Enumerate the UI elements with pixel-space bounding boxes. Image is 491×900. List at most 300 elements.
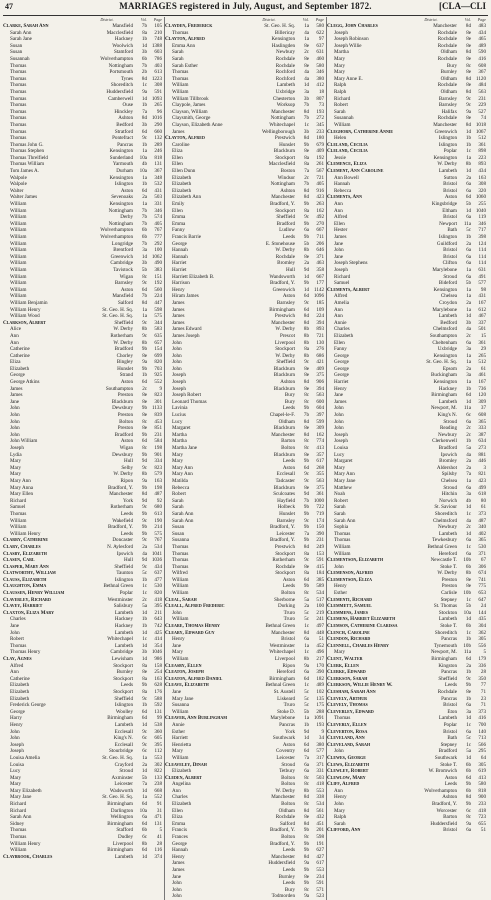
entry-district: Wadsworth xyxy=(109,787,133,794)
entry-district: W. Derby xyxy=(437,161,457,168)
index-entry xyxy=(3,748,164,755)
entry-name: William xyxy=(10,201,27,208)
entry-district: Kensington xyxy=(433,379,457,386)
entry-name: Susan xyxy=(172,524,185,531)
entry-name: John xyxy=(334,412,344,419)
index-entry xyxy=(327,102,488,109)
entry-volume: 6d xyxy=(141,379,147,386)
entry-name: Francis xyxy=(172,827,187,834)
index-entry xyxy=(3,801,164,808)
index-entry xyxy=(3,300,164,307)
entry-volume: 9b xyxy=(303,840,309,847)
entry-name: George xyxy=(334,352,349,359)
entry-name: James xyxy=(10,385,23,392)
entry-district: Bradford xyxy=(114,431,133,438)
title-rest: registered in July, August, and September 1872. xyxy=(179,1,372,11)
entry-district: Leeds xyxy=(282,405,295,412)
entry-name: Mary Elizabeth xyxy=(10,787,42,794)
page-title xyxy=(3,1,488,11)
index-entry xyxy=(327,340,488,347)
entry-district: Wolverhampton xyxy=(100,234,133,240)
entry-district: Chelsea xyxy=(440,293,457,300)
index-entry xyxy=(327,524,488,531)
index-entry xyxy=(165,485,326,492)
entry-name: Jane xyxy=(10,623,20,630)
entry-page: 255 xyxy=(478,201,486,208)
entry-page: 461 xyxy=(478,372,486,379)
index-entry xyxy=(3,722,164,729)
entry-district: Stoke T. xyxy=(440,623,457,630)
entry-page: 721 xyxy=(316,332,324,339)
entry-page: 144 xyxy=(478,609,486,616)
index-entry xyxy=(327,821,488,828)
index-entry xyxy=(3,551,164,558)
entry-volume: 9c xyxy=(304,557,309,564)
entry-district: Bath xyxy=(447,227,457,234)
entry-volume: 1b xyxy=(465,385,471,392)
entry-page: 217 xyxy=(316,656,324,662)
entry-name: Ann xyxy=(334,313,343,320)
entry-volume: 9c xyxy=(142,135,147,142)
entry-district: Manchester xyxy=(433,121,457,128)
entry-name: Claughton, Emma xyxy=(3,583,47,590)
index-entry xyxy=(165,874,326,881)
entry-page: 821 xyxy=(478,471,486,478)
entry-district: Sutton xyxy=(443,174,457,181)
entry-volume: 9c xyxy=(142,517,147,524)
entry-district: Bury xyxy=(284,886,295,893)
entry-name: Joseph xyxy=(172,385,186,392)
entry-name: John xyxy=(10,728,20,735)
index-entry xyxy=(327,168,488,175)
entry-district: Poplar xyxy=(443,148,457,155)
entry-volume: 5b xyxy=(465,280,471,287)
entry-page: 613 xyxy=(154,69,162,76)
entry-district: Islington xyxy=(114,576,133,583)
heading-vol: Vol. xyxy=(464,17,471,22)
index-entry xyxy=(165,583,326,590)
entry-page: 413 xyxy=(316,445,324,451)
index-entry xyxy=(3,76,164,83)
entry-district: W. Derby xyxy=(113,339,133,346)
entry-page: 231 xyxy=(154,431,162,438)
entry-page: 925 xyxy=(154,372,162,379)
entry-page: 577 xyxy=(316,748,324,755)
entry-volume: 6b xyxy=(465,768,471,775)
index-entry xyxy=(327,458,488,465)
entry-page: 357 xyxy=(316,451,324,458)
entry-name: Clasen, Carl xyxy=(3,557,35,564)
entry-page: 112 xyxy=(154,748,162,755)
index-entry xyxy=(165,722,326,729)
entry-volume: 1a xyxy=(142,794,147,801)
entry-volume: 1d xyxy=(465,715,471,722)
entry-district: Kensington xyxy=(109,201,133,208)
entry-volume: 7a xyxy=(466,471,471,478)
entry-page: 700 xyxy=(478,721,486,728)
entry-name: Robert xyxy=(172,491,186,498)
index-entry xyxy=(3,696,164,703)
entry-name: Thomas xyxy=(10,69,27,76)
entry-name: Susan xyxy=(10,42,23,49)
entry-name: William Benjamin xyxy=(10,299,48,306)
entry-volume: 9a xyxy=(142,477,147,484)
entry-page: 635 xyxy=(154,332,162,339)
entry-page: 605 xyxy=(154,735,162,742)
entry-page: 1041 xyxy=(151,550,162,557)
entry-volume: 9c xyxy=(466,95,471,102)
index-entry xyxy=(3,188,164,195)
index-entry xyxy=(327,260,488,267)
entry-volume: 1a xyxy=(142,313,147,320)
index-entry xyxy=(165,36,326,43)
entry-volume: 2a xyxy=(466,174,471,181)
entry-page: 397 xyxy=(316,412,324,419)
index-entry xyxy=(3,445,164,452)
entry-district: Mansfield xyxy=(112,23,133,29)
entry-name: Jane xyxy=(334,240,344,247)
entry-volume: 1c xyxy=(304,649,309,656)
index-entry xyxy=(165,762,326,769)
index-entry xyxy=(165,267,326,274)
heading-page: Page xyxy=(153,17,162,22)
entry-name: Clemens, Harriet Elizabeth xyxy=(327,616,396,623)
entry-page: 355 xyxy=(316,471,324,478)
entry-page: 61 xyxy=(480,504,486,511)
entry-volume: 10b xyxy=(463,590,471,597)
entry-name: Robert xyxy=(334,102,348,109)
entry-volume: 8e xyxy=(304,372,309,379)
index-entry xyxy=(3,775,164,782)
entry-district: Lambeth xyxy=(438,616,457,623)
entry-name: Jane xyxy=(172,873,182,880)
entry-page: 553 xyxy=(154,754,162,761)
entry-name: Jane xyxy=(334,392,344,399)
heading-vol: Vol. xyxy=(140,17,147,22)
entry-volume: 3a xyxy=(142,247,147,254)
entry-volume: 9b xyxy=(303,201,309,208)
index-entry xyxy=(327,788,488,795)
entry-page: 674 xyxy=(478,570,486,577)
entry-name: Ellen xyxy=(172,207,183,214)
entry-district: Shoreditch xyxy=(434,510,457,517)
entry-name: Ellen Dunn xyxy=(172,168,196,175)
entry-district: Kensington xyxy=(109,174,133,181)
entry-page: 434 xyxy=(478,168,486,175)
entry-page: 560 xyxy=(154,286,162,293)
entry-name: Richard xyxy=(10,807,27,814)
entry-name: Sarah Ann xyxy=(10,29,32,36)
entry-volume: 4a xyxy=(304,75,309,82)
entry-district: Norwich xyxy=(439,497,457,504)
entry-page: 497 xyxy=(316,623,324,630)
entry-page: 224 xyxy=(316,313,324,320)
entry-page: 24 xyxy=(480,603,486,610)
entry-volume: 7a xyxy=(304,168,309,175)
index-entry xyxy=(3,814,164,821)
entry-page: 431 xyxy=(154,187,162,194)
entry-volume: 8d xyxy=(303,543,309,550)
entry-name: Fanny xyxy=(172,227,185,234)
index-entry xyxy=(165,518,326,525)
entry-district: Stafford xyxy=(116,827,133,834)
entry-page: 534 xyxy=(316,590,324,597)
entry-page: 288 xyxy=(316,708,324,715)
entry-district: Huddersfield xyxy=(106,88,133,95)
entry-name: Mary xyxy=(334,649,346,656)
index-entry xyxy=(327,827,488,834)
entry-volume: 11a xyxy=(463,405,471,412)
index-entry xyxy=(3,392,164,399)
entry-name: Hannah xyxy=(334,181,350,188)
index-entry xyxy=(3,194,164,201)
entry-district: Stockport xyxy=(113,662,133,669)
index-entry xyxy=(165,590,326,597)
entry-volume: 1d xyxy=(465,128,471,135)
index-entry xyxy=(327,287,488,294)
index-entry xyxy=(3,359,164,366)
entry-district: Kensington xyxy=(433,154,457,161)
entry-name: Clavey, Harriet xyxy=(3,603,43,610)
entry-district: Sculcoates xyxy=(273,491,295,498)
entry-volume: 8b xyxy=(303,332,309,339)
entry-volume: 9c xyxy=(304,359,309,366)
index-entry xyxy=(327,438,488,445)
entry-district: Buckingham xyxy=(430,372,457,379)
entry-page: 193 xyxy=(316,721,324,728)
entry-volume: 6a xyxy=(466,827,471,834)
entry-page: 354 xyxy=(154,642,162,649)
entry-district: Bolton xyxy=(281,590,295,597)
index-entry xyxy=(327,214,488,221)
entry-district: Rochdale xyxy=(275,55,295,62)
entry-volume: 5a xyxy=(466,445,471,451)
index-entry xyxy=(165,49,326,56)
index-entry xyxy=(165,432,326,439)
entry-name: James xyxy=(334,234,347,240)
entry-volume: 1b xyxy=(141,623,147,630)
entry-volume: 9b xyxy=(465,801,471,808)
entry-page: 575 xyxy=(154,313,162,320)
index-entry xyxy=(3,438,164,445)
entry-name: John xyxy=(334,418,344,425)
entry-name: Sarah Ann xyxy=(334,517,356,524)
entry-page: 170 xyxy=(316,662,324,669)
index-entry xyxy=(327,392,488,399)
entry-page: 1060 xyxy=(475,194,486,201)
entry-volume: 8a xyxy=(304,161,309,168)
entry-name: Caroline xyxy=(172,141,190,148)
entry-district: Bradford, Y. xyxy=(269,827,295,834)
entry-page: 471 xyxy=(154,814,162,821)
heading-district: District. xyxy=(424,17,438,22)
entry-district: Croydon xyxy=(439,299,457,306)
entry-volume: 1d xyxy=(141,721,147,728)
entry-district: Uxbridge xyxy=(437,346,457,353)
index-entry xyxy=(3,610,164,617)
entry-volume: 1a xyxy=(466,266,471,273)
entry-name: Harriett Elizabeth B. xyxy=(172,273,215,280)
entry-district: Ripon xyxy=(282,662,295,669)
index-entry xyxy=(3,471,164,478)
entry-district: Hayfield xyxy=(277,497,295,504)
entry-name: Susan xyxy=(10,49,23,56)
index-entry xyxy=(3,808,164,815)
entry-page: 120 xyxy=(478,392,486,399)
entry-district: Wakefield xyxy=(112,517,133,524)
entry-district: N. Aylesford xyxy=(107,543,133,550)
entry-name: James xyxy=(172,313,185,320)
entry-name: Joseph xyxy=(10,741,24,748)
entry-name: Mary xyxy=(172,649,184,656)
page-header xyxy=(3,2,488,16)
entry-name: William xyxy=(172,88,189,95)
entry-volume: 1d xyxy=(465,313,471,320)
entry-page: 717 xyxy=(478,227,486,234)
entry-name: Henry xyxy=(172,286,185,293)
index-entry xyxy=(3,847,164,854)
entry-district: Leeds xyxy=(444,682,457,689)
index-entry xyxy=(3,564,164,571)
entry-district: Axminster xyxy=(111,774,133,781)
index-entry xyxy=(165,340,326,347)
entry-page: 553 xyxy=(316,787,324,794)
entry-volume: 9a xyxy=(304,893,309,900)
entry-page: 71 xyxy=(480,688,486,695)
entry-page: 206 xyxy=(316,240,324,247)
index-entry xyxy=(165,412,326,419)
entry-name: Eliza xyxy=(172,148,183,155)
entry-name: Henry xyxy=(334,583,347,590)
index-entry xyxy=(327,663,488,670)
index-entry xyxy=(165,43,326,50)
entry-district: Kensington xyxy=(271,36,295,43)
index-entry xyxy=(327,537,488,544)
entry-district: Spilsby xyxy=(441,471,457,478)
index-entry xyxy=(165,801,326,808)
index-entry xyxy=(3,115,164,122)
entry-page: 823 xyxy=(154,392,162,399)
entry-page: 361 xyxy=(478,339,486,346)
entry-volume: 8d xyxy=(303,379,309,386)
entry-name: Sarah xyxy=(172,497,184,504)
index-entry xyxy=(327,478,488,485)
entry-page: 774 xyxy=(316,438,324,445)
entry-district: Dewsbury xyxy=(112,451,133,458)
entry-name: Sarah Ann xyxy=(10,814,32,821)
entry-name: Cleasby, Ellen xyxy=(165,662,202,669)
entry-page: 99 xyxy=(156,715,162,722)
entry-volume: 8c xyxy=(466,62,471,69)
entry-page: 556 xyxy=(478,642,486,649)
index-entry xyxy=(3,399,164,406)
entry-volume: 10a xyxy=(139,168,147,175)
index-column xyxy=(326,17,488,900)
index-entry xyxy=(3,419,164,426)
entry-district: Selby xyxy=(121,464,133,471)
entry-name: Sidney xyxy=(10,820,25,827)
index-entry xyxy=(3,485,164,492)
index-entry xyxy=(327,577,488,584)
entry-volume: 5c xyxy=(466,735,471,742)
entry-volume: 4a xyxy=(304,29,309,36)
entry-name: John xyxy=(172,339,182,346)
entry-district: Preston xyxy=(441,583,457,590)
entry-volume: 8e xyxy=(304,484,309,491)
index-entry xyxy=(3,682,164,689)
entry-name: Thomas xyxy=(172,543,189,550)
index-entry xyxy=(3,630,164,637)
entry-district: Preston xyxy=(441,576,457,583)
entry-name: Jane xyxy=(10,398,20,405)
entry-volume: 8c xyxy=(304,445,309,451)
entry-page: 530 xyxy=(154,583,162,590)
index-entry xyxy=(165,715,326,722)
entry-page: 41 xyxy=(156,834,162,841)
entry-page: 532 xyxy=(154,181,162,188)
index-entry xyxy=(165,56,326,63)
entry-volume: 8e xyxy=(142,425,147,432)
index-entry xyxy=(327,201,488,208)
entry-name: Mary xyxy=(334,69,346,76)
entry-name: Mary xyxy=(334,807,346,814)
entry-district: Bury xyxy=(446,62,457,69)
index-entry xyxy=(327,491,488,498)
entry-page: 483 xyxy=(478,23,486,29)
entry-name: John xyxy=(334,563,344,570)
entry-name: Thomas xyxy=(10,834,27,841)
index-entry xyxy=(3,623,164,630)
entry-page: 193 xyxy=(316,108,324,115)
entry-district: Stroud xyxy=(443,484,457,491)
entry-name: Mary Ellen xyxy=(10,491,34,498)
entry-page: 1016 xyxy=(151,115,162,122)
entry-name: William xyxy=(10,220,27,227)
entry-volume: 8b xyxy=(465,570,471,577)
entry-page: 1067 xyxy=(475,128,486,135)
entry-district: Kingston xyxy=(438,662,457,669)
entry-volume: 6a xyxy=(466,273,471,280)
entry-page: 503 xyxy=(154,194,162,201)
index-entry xyxy=(327,696,488,703)
entry-volume: 1b xyxy=(465,141,471,148)
index-entry xyxy=(3,333,164,340)
entry-name: William xyxy=(334,550,351,557)
index-entry xyxy=(3,326,164,333)
index-entry xyxy=(327,722,488,729)
entry-page: 362 xyxy=(478,629,486,636)
entry-district: Ecclesall xyxy=(114,728,133,735)
entry-volume: 9c xyxy=(466,675,471,682)
entry-name: William Henry xyxy=(10,840,41,847)
entry-page: 839 xyxy=(154,412,162,419)
entry-name: Margaret xyxy=(172,425,191,432)
entry-name: Louisa xyxy=(10,761,24,768)
entry-district: Clerkenwell xyxy=(432,438,457,445)
index-entry xyxy=(327,366,488,373)
entry-district: Rochdale xyxy=(275,563,295,570)
index-entry xyxy=(165,616,326,623)
entry-volume: 3a xyxy=(466,346,471,353)
entry-volume: 8d xyxy=(303,135,309,142)
entry-page: 490 xyxy=(154,260,162,267)
entry-district: Nottingham xyxy=(270,181,295,188)
entry-volume: 8e xyxy=(142,412,147,419)
entry-volume: 8b xyxy=(141,840,147,847)
entry-name: Clemmett, Samuel xyxy=(327,603,372,610)
entry-volume: 8e xyxy=(304,425,309,432)
index-entry xyxy=(165,148,326,155)
